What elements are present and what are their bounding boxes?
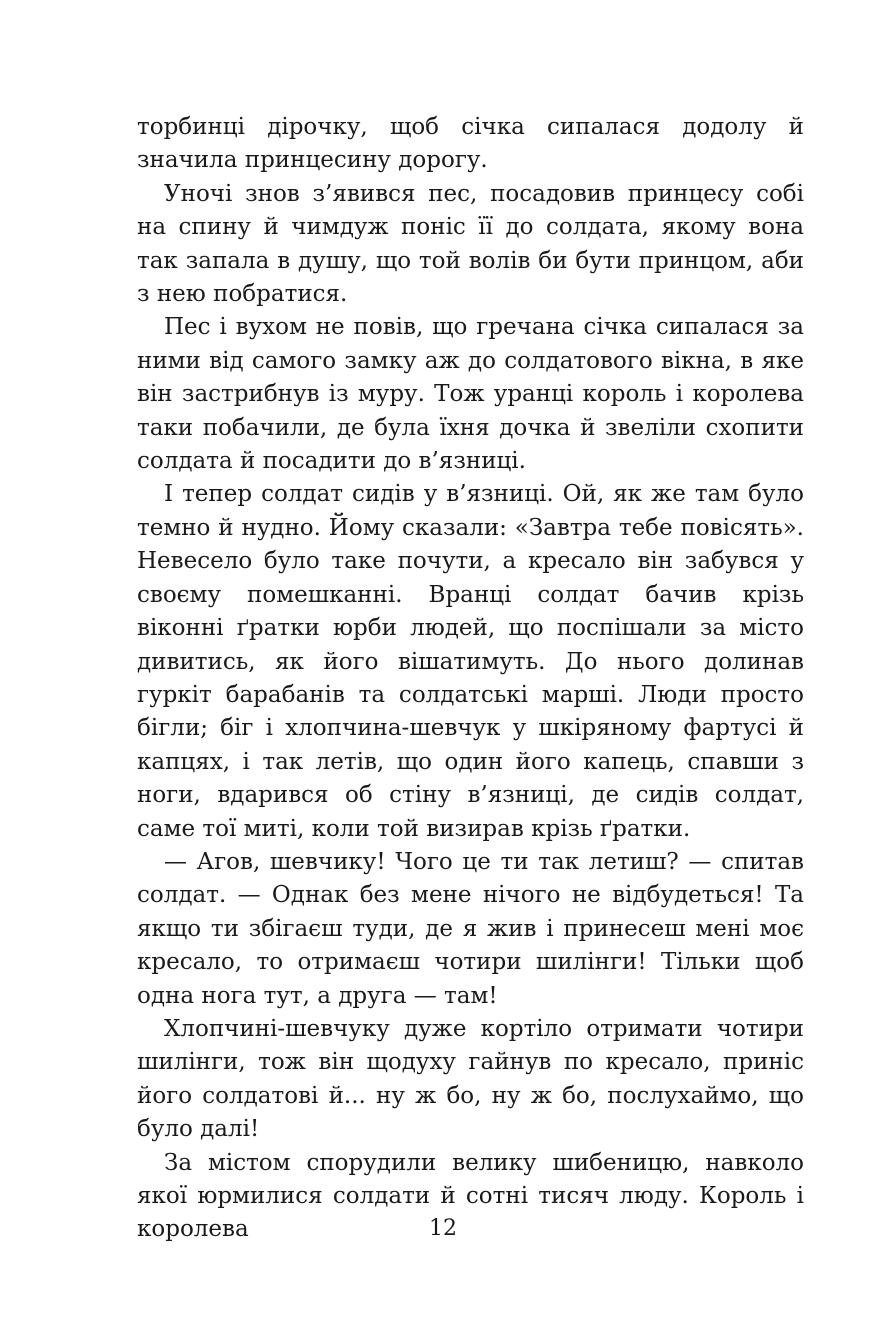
body-text: [137, 111, 804, 1247]
paragraph-2: Уночі знов з’явився пес, посадовив принцесу собі на спину й чимдуж поніс її до солдата, якому вона так запала в душу, що той волів би бути принцом, аби з нею побратися.: [137, 180, 804, 308]
paragraph-6: Хлопчині-шевчуку дуже кортіло отримати чотири шилінги, тож він щодуху гайнув по кресало, приніс його солдатові й... ну ж бо, ну ж бо, послухаймо, що було далі!: [137, 1015, 804, 1143]
paragraph-3: Пес і вухом не повів, що гречана січка сипалася за ними від самого замку аж до солдатового вікна, в яке він застрибнув із муру. Тож уранці король і королева таки побачили, де була їхня дочка й звеліли схопити солдата й посадити до в’язниці.: [137, 314, 804, 475]
paragraph-7: За містом спорудили велику шибеницю, навколо якої юрмилися солдати й сотні тисяч люду. Король і королева: [137, 1149, 804, 1243]
paragraph-1: торбинці дірочку, щоб січка сипалася додолу й значила принцесину дорогу.: [137, 114, 804, 174]
paragraph-5: — Агов, шевчику! Чого це ти так летиш? — спитав солдат. — Однак без мене нічого не відбудеться! Та якщо ти збігаєш туди, де я жив і принесеш мені моє кресало, то отримаєш чотири шилінги! Тільки щоб одна нога тут, а друга — там!: [137, 848, 804, 1009]
page-number: 12: [429, 1216, 457, 1241]
paragraph-4: І тепер солдат сидів у в’язниці. Ой, як же там було темно й нудно. Йому сказали: «Завтра тебе повісять». Невесело було таке почути, а кресало він забувся у своєму помешканні. Вранці солдат бачив крізь віконні ґратки юрби людей, що поспішали за місто дивитись, як його вішатимуть. До нього долинав гуркіт барабанів та солдатські марші. Люди просто бігли; біг і хлопчина-шевчук у шкіряному фартусі й капцях, і так летів, що один його капець, спавши з ноги, вдарився об стіну в’язниці, де сидів солдат, саме тої миті, коли той визирав крізь ґратки.: [137, 481, 804, 842]
